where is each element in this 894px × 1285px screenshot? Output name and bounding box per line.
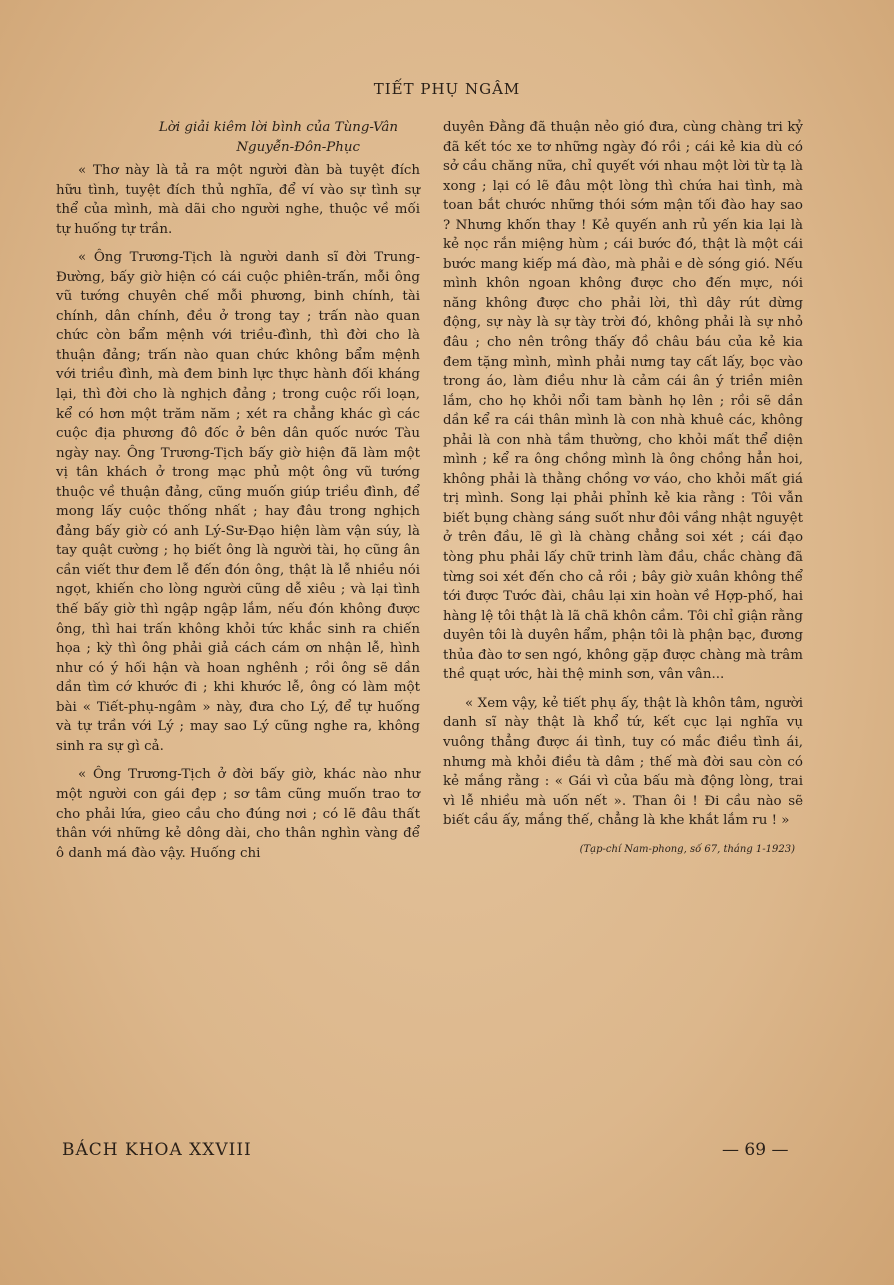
right-column: [443, 118, 803, 859]
page-number: — 69 —: [722, 1140, 789, 1160]
paragraph: « Thơ này là tả ra một người đàn bà tuyệt đích hữu tình, tuyệt đích thủ nghĩa, để ví vào sự tình sự thể của mình, mà dãi cho người nghe, thuộc về mối tự huống tự trần.: [56, 163, 420, 237]
paragraph: « Xem vậy, kẻ tiết phụ ấy, thật là khôn tâm, người danh sĩ này thật là khổ tứ, kết cục lại nghĩa vụ vuông thẳng được ái tình, tuy có mắc điều tình ái, nhưng mà khỏi điều tà dâm ; thế mà đời sau còn có kẻ mắng rằng : « Gái vì của bấu mà động lòng, trai vì lễ nhiều mà uốn nết ». Than ôi ! Đi cầu nào sẽ biết cầu ấy, mắng thế, chẳng là khe khắt lắm ru ! »: [443, 695, 803, 829]
left-column: [56, 118, 420, 872]
paragraph: « Ông Trương-Tịch là người danh sĩ đời Trung-Đường, bấy giờ hiện có cái cuộc phiên-trấn, mỗi ông vũ tướng chuyên chế mỗi phương, binh chính, tài chính, dân chính, đều ở trong tay ; trấn nào quan chức còn bẩm mệnh với triều-đình, thì đời cho là thuận đảng; trấn nào quan chức không bẩm mệnh với triều đình, mà đem binh lực thực hành đối kháng lại, thì đời cho là nghịch đảng ; trong cuộc rối loạn, kể có hơn một trăm năm ; xét ra chẳng khác gì các cuộc địa phương đô đốc ở bên dân quốc nước Tàu ngày nay. Ông Trương-Tịch bấy giờ hiện đã làm một vị tân khách ở trong mạc phủ một ông vũ tướng thuộc về thuận đảng, cũng muốn giúp triều đình, để mong lấy cuộc thống nhất ; hay đâu trong nghịch đảng bấy giờ có anh Lý-Sư-Đạo hiện làm vận súy, là tay quật cường ; họ biết ông là người tài, họ cũng ân cần viết thư đem lễ đến đón ông, thật là lễ nhiều nói ngọt, khiến cho lòng người cũng dễ xiêu ; và lại tình thế bấy giờ thì ngập ngập lắm, nếu đón không được ông, thì hai trấn không khỏi tức khắc sinh ra chiến họa ; kỳ thì ông phải giả cách cám ơn nhận lễ, hình như có ý hối hận và hoan nghênh ; rồi ông sẽ dần dần tìm cớ khước đi ; khi khước lễ, ông có làm một bài « Tiết-phụ-ngâm » này, đưa cho Lý, để tự huống và tự trần với Lý ; may sao Lý cũng nghe ra, không sinh ra sự gì cả.: [56, 250, 420, 754]
attribution: [56, 118, 420, 157]
paragraph: duyên Đằng đã thuận nẻo gió đưa, cùng chàng tri kỷ đã kết tóc xe tơ những ngày đó rồi ; cái kẻ kia dù có sở cầu chăng nữa, chỉ quyết với nhau một lời từ tạ là xong ; lại có lẽ đâu một lòng thì chứa hai tình, mà toan bắt chước những thói sớm mận tối đào hay sao ? Nhưng khốn thay ! Kẻ quyến anh rủ yến kia lại là kẻ nọc rắn miệng hùm ; cái bước đó, thật là một cái bước mang kiếp má đào, mà phải e dè sóng gió. Nếu mình khôn ngoan không được cho đến mực, nói năng không được cho phải lời, thì dây rút dừng động, sự này là sự tày trời đó, không phải là sự nhỏ đâu ; cho nên trông thấy đồ châu báu của kẻ kia đem tặng mình, mình phải nưng tay cất lấy, bọc vào trong áo, làm điều như là cảm cái ân ý triền miên lắm, cho họ khỏi nổi tam bành họ lên ; rồi sẽ dần dần kể ra cái thân mình là con nhà khuê các, không phải là con nhà tầm thường, cho khỏi mất thể diện mình ; kể ra ông chồng mình là ông chồng hẳn hoi, không phải là thằng chồng vơ váo, cho khỏi mất giá trị mình. Song lại phải phỉnh kẻ kia rằng : Tôi vẫn biết bụng chàng sáng suốt như đôi vầng nhật nguyệt ở trên đầu, lẽ gì là chàng chẳng soi xét ; cái đạo tòng phu phải lấy chữ trinh làm đầu, chắc chàng đã từng soi xét đến cho cả rồi ; bây giờ xuân không thể tới được Tước đài, châu lại xin hoàn về Hợp-phố, hai hàng lệ tôi thật là lã chã khôn cầm. Tôi chỉ giận rằng duyên tôi là duyên hẩm, phận tôi là phận bạc, đương thủa đào tơ sen ngó, không gặp được chàng mà trâm thề quạt ước, hài thệ minh sơn, vân vân...: [443, 120, 803, 683]
attribution-line-2: Nguyễn-Đôn-Phục: [236, 139, 360, 155]
publication-footer: BÁCH KHOA XXVIII: [62, 1140, 252, 1160]
attribution-line-1: Lời giải kiêm lời bình của Tùng-Vân: [158, 120, 398, 135]
running-title: TIẾT PHỤ NGÂM: [373, 80, 521, 98]
paragraph: « Ông Trương-Tịch ở đời bấy giờ, khác nào như một người con gái đẹp ; sơ tâm cũng muốn trao tơ cho phải lứa, gieo cầu cho đúng nơi ; có lẽ đâu thất thân với những kẻ dông dài, cho thân nghìn vàng để ô danh má đào vậy. Huống chi: [56, 767, 420, 861]
source-citation: (Tạp-chí Nam-phong, số 67, tháng 1-1923): [579, 843, 795, 855]
